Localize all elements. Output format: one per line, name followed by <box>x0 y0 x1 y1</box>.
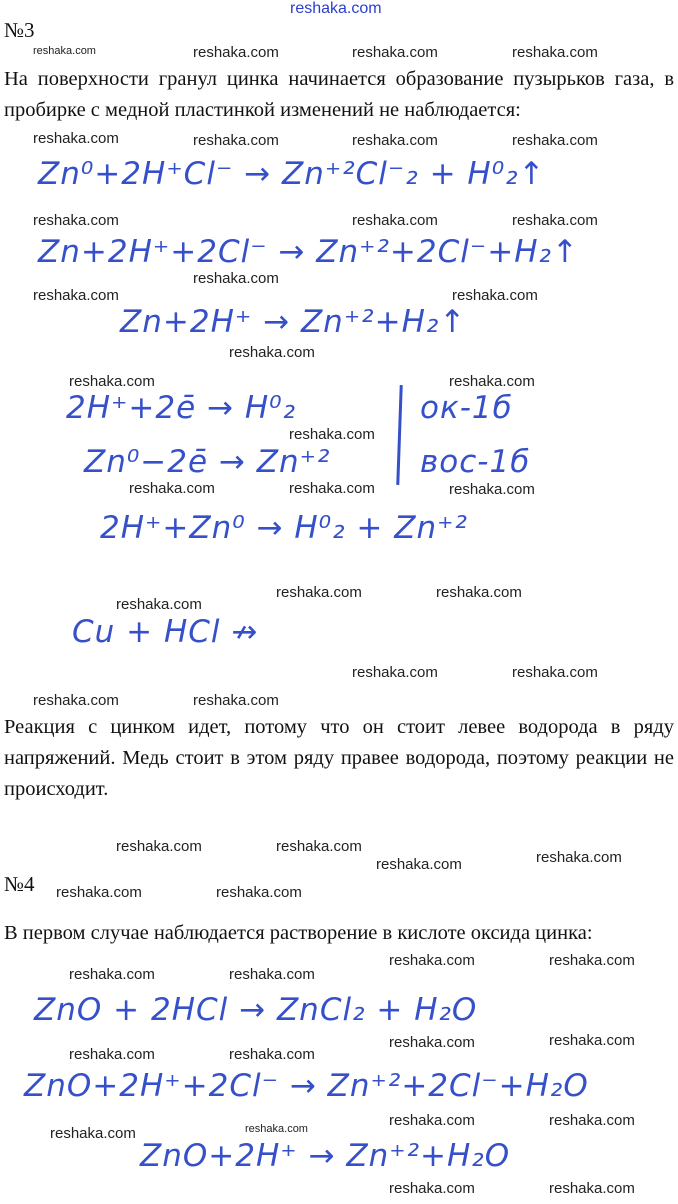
watermark: reshaka.com <box>33 692 119 709</box>
watermark: reshaka.com <box>549 952 635 969</box>
watermark: reshaka.com <box>512 664 598 681</box>
watermark: reshaka.com <box>389 1112 475 1129</box>
equation-short-ionic: Zn+2H⁺ → Zn⁺²+H₂↑ <box>120 304 467 340</box>
task-3-conclusion: Реакция с цинком идет, потому что он стоит левее водорода в ряду напряжений. Медь стоит в этом ряду правее водорода, поэтому реакции не происходит. <box>4 716 674 800</box>
watermark: reshaka.com <box>33 287 119 304</box>
watermark: reshaka.com <box>245 1123 308 1135</box>
watermark: reshaka.com <box>290 0 382 17</box>
equation-molecular: Zn⁰+2H⁺Cl⁻ → Zn⁺²Cl⁻₂ + H⁰₂↑ <box>38 156 546 192</box>
task-3-number: №3 <box>4 18 35 42</box>
watermark: reshaka.com <box>352 664 438 681</box>
equation-zno-full-ionic: ZnO+2H⁺+2Cl⁻ → Zn⁺²+2Cl⁻+H₂O <box>24 1068 589 1104</box>
watermark: reshaka.com <box>512 44 598 61</box>
task-4-intro: В первом случае наблюдается растворение в кислоте оксида цинка: <box>4 922 593 944</box>
watermark: reshaka.com <box>389 1180 475 1197</box>
watermark: reshaka.com <box>549 1180 635 1197</box>
watermark: reshaka.com <box>549 1032 635 1049</box>
watermark: reshaka.com <box>436 584 522 601</box>
task-4-number: №4 <box>4 872 35 896</box>
watermark: reshaka.com <box>389 952 475 969</box>
watermark: reshaka.com <box>536 849 622 866</box>
half-reaction-reduction: 2H⁺+2ē → H⁰₂ <box>66 390 297 426</box>
watermark: reshaka.com <box>276 584 362 601</box>
watermark: reshaka.com <box>376 856 462 873</box>
watermark: reshaka.com <box>33 212 119 229</box>
watermark: reshaka.com <box>50 1125 136 1142</box>
watermark: reshaka.com <box>276 838 362 855</box>
watermark: reshaka.com <box>116 596 202 613</box>
watermark: reshaka.com <box>389 1034 475 1051</box>
watermark: reshaka.com <box>549 1112 635 1129</box>
watermark: reshaka.com <box>116 838 202 855</box>
watermark: reshaka.com <box>56 884 142 901</box>
watermark: reshaka.com <box>352 44 438 61</box>
watermark: reshaka.com <box>69 966 155 983</box>
watermark: reshaka.com <box>512 132 598 149</box>
half-reaction-oxidation: Zn⁰−2ē → Zn⁺² <box>84 444 331 480</box>
watermark: reshaka.com <box>352 132 438 149</box>
watermark: reshaka.com <box>512 212 598 229</box>
watermark: reshaka.com <box>229 344 315 361</box>
watermark: reshaka.com <box>229 1046 315 1063</box>
watermark: reshaka.com <box>452 287 538 304</box>
reducer-label: вос-1б <box>420 444 531 480</box>
watermark: reshaka.com <box>289 426 375 443</box>
watermark: reshaka.com <box>352 212 438 229</box>
watermark: reshaka.com <box>289 480 375 497</box>
task-3-intro: На поверхности гранул цинка начинается образование пузырьков газа, в пробирке с медной пластинкой изменений не наблюдается: <box>4 68 674 121</box>
watermark: reshaka.com <box>33 45 96 57</box>
equation-zno-short-ionic: ZnO+2H⁺ → Zn⁺²+H₂O <box>140 1138 511 1174</box>
watermark: reshaka.com <box>193 692 279 709</box>
equation-zno-molecular: ZnO + 2HCl → ZnCl₂ + H₂O <box>34 992 478 1028</box>
watermark: reshaka.com <box>216 884 302 901</box>
balance-divider <box>396 385 402 485</box>
watermark: reshaka.com <box>193 132 279 149</box>
watermark: reshaka.com <box>69 1046 155 1063</box>
watermark: reshaka.com <box>69 373 155 390</box>
equation-full-ionic: Zn+2H⁺+2Cl⁻ → Zn⁺²+2Cl⁻+H₂↑ <box>38 234 579 270</box>
oxidizer-label: ок-1б <box>420 390 513 426</box>
watermark: reshaka.com <box>193 44 279 61</box>
watermark: reshaka.com <box>33 130 119 147</box>
watermark: reshaka.com <box>129 480 215 497</box>
watermark: reshaka.com <box>449 481 535 498</box>
watermark: reshaka.com <box>449 373 535 390</box>
watermark: reshaka.com <box>193 270 279 287</box>
equation-redox-sum: 2H⁺+Zn⁰ → H⁰₂ + Zn⁺² <box>100 510 468 546</box>
equation-no-reaction: Cu + HCl ↛ <box>72 614 259 650</box>
watermark: reshaka.com <box>229 966 315 983</box>
